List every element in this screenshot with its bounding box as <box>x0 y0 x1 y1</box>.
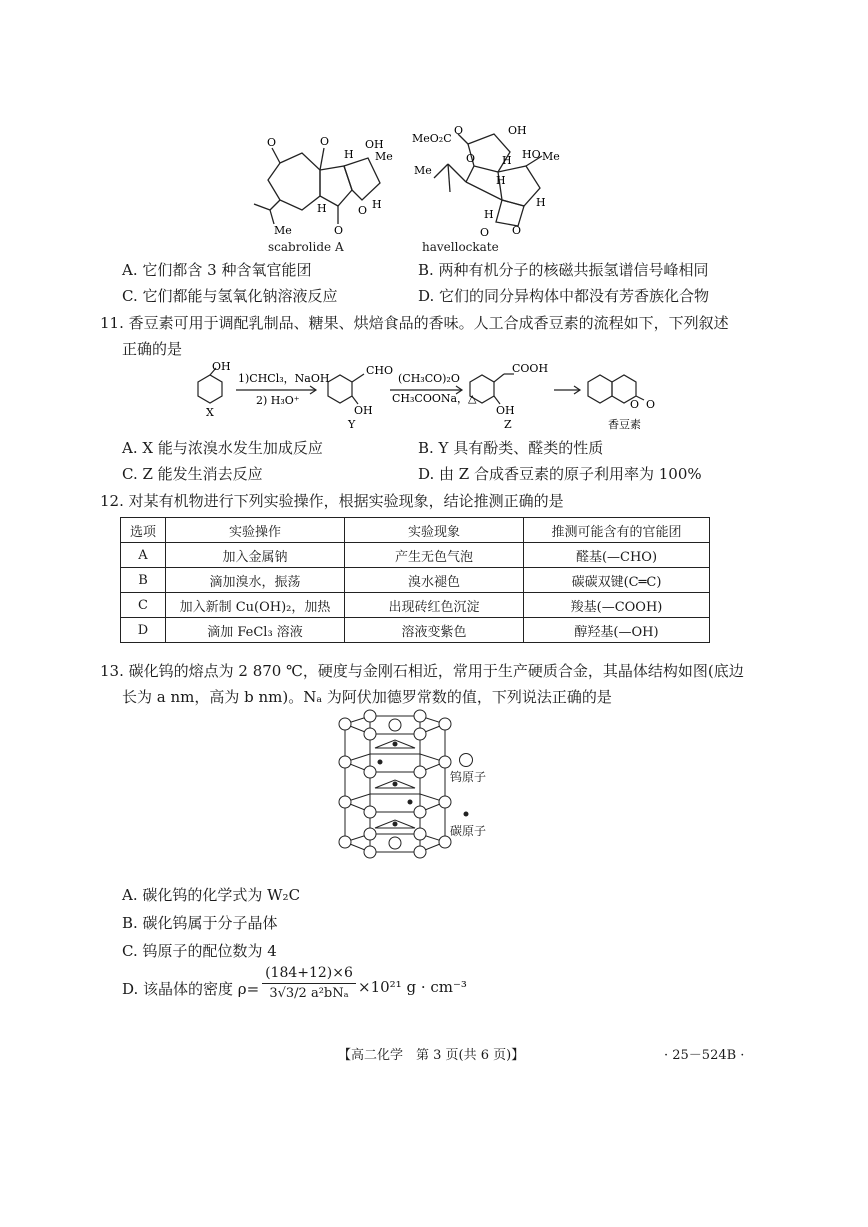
svg-text:Me: Me <box>375 150 393 163</box>
table-cell: 溶液变紫色 <box>345 618 524 643</box>
q13-option-b[interactable]: B. 碳化钨属于分子晶体 <box>122 914 278 932</box>
svg-text:O: O <box>267 136 277 149</box>
q11-option-d[interactable]: D. 由 Z 合成香豆素的原子利用率为 100% <box>418 465 702 483</box>
table-cell: B <box>121 568 166 593</box>
table-header: 推测可能含有的官能团 <box>524 518 710 543</box>
svg-text:O: O <box>334 224 344 237</box>
table-cell: 产生无色气泡 <box>345 543 524 568</box>
q10-option-b[interactable]: B. 两种有机分子的核磁共振氢谱信号峰相同 <box>418 261 709 279</box>
table-cell: 滴加 FeCl₃ 溶液 <box>166 618 345 643</box>
q11-option-c[interactable]: C. Z 能发生消去反应 <box>122 465 263 483</box>
havellockate-label: havellockate <box>422 240 499 254</box>
table-header-row <box>121 518 710 543</box>
q10-option-c[interactable]: C. 它们都能与氢氧化钠溶液反应 <box>122 287 338 305</box>
y-label: Y <box>348 418 356 431</box>
q13-option-d[interactable] <box>122 978 259 999</box>
svg-text:O: O <box>358 204 368 217</box>
tungsten-legend-label: 钨原子 <box>450 770 487 784</box>
table-cell: C <box>121 593 166 618</box>
svg-text:H: H <box>372 198 382 211</box>
coumarin-label: 香豆素 <box>608 418 641 431</box>
svg-text:OH: OH <box>508 124 527 137</box>
carbon-atom-legend-icon <box>462 810 470 818</box>
tungsten-carbide-crystal-diagram <box>325 712 455 862</box>
havellockate-structure <box>410 122 580 240</box>
svg-text:H: H <box>317 202 327 215</box>
tungsten-atom-legend-icon <box>458 752 474 768</box>
z-oh: OH <box>496 404 515 417</box>
y-cho: CHO <box>366 364 394 377</box>
q11-stem-line2: 正确的是 <box>122 340 183 358</box>
svg-text:O: O <box>466 152 476 165</box>
table-cell: 羧基(—COOH) <box>524 593 710 618</box>
reagent2-bottom: CH₃COONa，△ <box>392 392 477 405</box>
table-header: 选项 <box>121 518 166 543</box>
q11-synthesis-scheme <box>178 360 678 432</box>
table-row <box>121 618 710 643</box>
table-cell: 出现砖红色沉淀 <box>345 593 524 618</box>
table-cell: 加入金属钠 <box>166 543 345 568</box>
reagent1-bottom: 2) H₃O⁺ <box>256 394 300 407</box>
table-cell: 醇羟基(—OH) <box>524 618 710 643</box>
reagent2-top: (CH₃CO)₂O <box>398 372 460 385</box>
fraction-numerator: (184+12)×6 <box>262 965 356 984</box>
svg-text:Me: Me <box>274 224 292 237</box>
scabrolide-a-structure <box>240 128 393 238</box>
density-fraction <box>262 965 356 1001</box>
table-cell: 溴水褪色 <box>345 568 524 593</box>
svg-text:H: H <box>344 148 354 161</box>
y-oh: OH <box>354 404 373 417</box>
q10-option-a[interactable]: A. 它们都含 3 种含氧官能团 <box>122 261 312 279</box>
scabrolide-a-label: scabrolide A <box>268 240 344 254</box>
x-label: X <box>206 406 214 419</box>
carbon-legend-label: 碳原子 <box>450 824 487 838</box>
table-cell: 加入新制 Cu(OH)₂，加热 <box>166 593 345 618</box>
z-label: Z <box>504 418 512 431</box>
fraction-denominator: 3√3/2 a²bNₐ <box>269 986 349 1001</box>
table-row <box>121 593 710 618</box>
table-header: 实验现象 <box>345 518 524 543</box>
q13-option-c[interactable]: C. 钨原子的配位数为 4 <box>122 942 277 960</box>
option-d-prefix: D. 该晶体的密度 ρ= <box>122 980 260 998</box>
svg-text:HO: HO <box>522 148 541 161</box>
svg-text:O: O <box>454 124 464 137</box>
table-row <box>121 543 710 568</box>
density-unit: ×10²¹ g · cm⁻³ <box>358 978 467 996</box>
table-header: 实验操作 <box>166 518 345 543</box>
svg-text:Me: Me <box>414 164 432 177</box>
coumarin-o1: O <box>630 398 640 411</box>
svg-text:H: H <box>496 174 506 187</box>
page-footer-center: 【高二化学 第 3 页(共 6 页)】 <box>338 1048 525 1063</box>
table-cell: 醛基(—CHO) <box>524 543 710 568</box>
svg-text:OH: OH <box>365 138 384 151</box>
svg-text:H: H <box>536 196 546 209</box>
x-oh: OH <box>212 360 231 373</box>
q11-option-a[interactable]: A. X 能与浓溴水发生加成反应 <box>122 439 323 457</box>
z-cooh: COOH <box>512 362 549 375</box>
q13-stem-line2: 长为 a nm，高为 b nm)。Nₐ 为阿伏加德罗常数的值，下列说法正确的是 <box>122 688 612 706</box>
svg-text:O: O <box>480 226 490 239</box>
q11-stem-line1: 11. 香豆素可用于调配乳制品、糖果、烘焙食品的香味。人工合成香豆素的流程如下，下列叙述 <box>100 314 729 332</box>
table-row <box>121 568 710 593</box>
coumarin-o2: O <box>646 398 656 411</box>
svg-text:O: O <box>320 135 330 148</box>
table-cell: A <box>121 543 166 568</box>
table-cell: D <box>121 618 166 643</box>
q10-option-d[interactable]: D. 它们的同分异构体中都没有芳香族化合物 <box>418 287 710 305</box>
q11-option-b[interactable]: B. Y 具有酚类、醛类的性质 <box>418 439 604 457</box>
svg-text:H: H <box>502 154 512 167</box>
page-footer-code: · 25－524B · <box>664 1048 745 1063</box>
svg-text:Me: Me <box>542 150 560 163</box>
q12-stem: 12. 对某有机物进行下列实验操作，根据实验现象，结论推测正确的是 <box>100 492 564 510</box>
q13-stem-line1: 13. 碳化钨的熔点为 2 870 ℃，硬度与金刚石相近，常用于生产硬质合金，其晶体结构如图(底边 <box>100 662 744 680</box>
q13-option-a[interactable]: A. 碳化钨的化学式为 W₂C <box>122 886 301 904</box>
table-cell: 碳碳双键(C═C) <box>524 568 710 593</box>
svg-text:O: O <box>512 224 522 237</box>
svg-text:MeO₂C: MeO₂C <box>412 132 452 145</box>
q12-experiment-table <box>120 517 710 643</box>
svg-text:H: H <box>484 208 494 221</box>
table-cell: 滴加溴水，振荡 <box>166 568 345 593</box>
reagent1-top: 1)CHCl₃，NaOH <box>238 372 330 385</box>
